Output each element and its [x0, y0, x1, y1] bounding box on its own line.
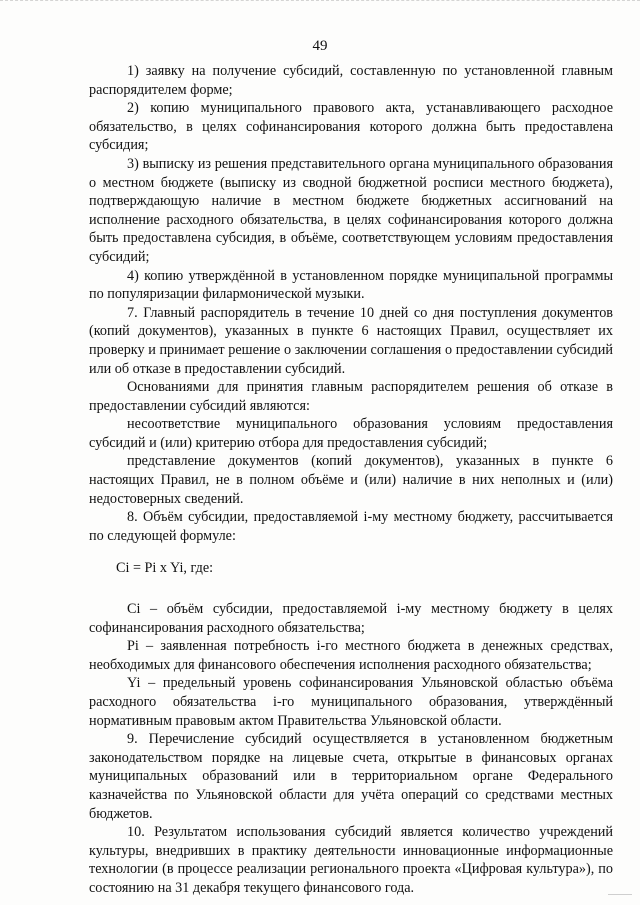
document-body — [89, 62, 613, 898]
paragraph-item-3: 3) выписку из решения представительного органа муниципального образования о местном бюджете (выписку из сводной бюджетной росписи местного бюджета), подтверждающую наличие в местном бюджете бюджетных ассигнований на исполнение расходного обязательства, в целях софинансирования которого должна быть предоставлена субсидия, в объёме, соответствующем условиям предоставления субсидий; — [89, 155, 613, 265]
paragraph-clause-8: 8. Объём субсидии, предоставляемой i-му местному бюджету, рассчитывается по следующей формуле: — [89, 509, 613, 544]
formula: Ci = Pi x Yi, где: — [116, 560, 214, 577]
paragraph-clause-9: 9. Перечисление субсидий осуществляется в установленном бюджетным законодательством порядке на лицевые счета, открытые в финансовых органах муниципальных образований или в территориальном органе Федерального казначейства по Ульяновской области для учёта операций со средствами местных бюджетов. — [89, 731, 613, 822]
scan-edge-mark — [0, 0, 640, 7]
paragraph-item-4: 4) копию утверждённой в установленном порядке муниципальной программы по популяризации филармонической музыки. — [89, 267, 613, 303]
paragraph-item-2: 2) копию муниципального правового акта, устанавливающего расходное обязательство, в целях софинансирования которого должна быть предоставлена субсидия; — [89, 100, 613, 154]
page-number: 49 — [312, 38, 328, 54]
paragraph-refusal-grounds: Основаниями для принятия главным распорядителем решения об отказе в предоставлении субсидий являются: — [89, 379, 613, 414]
paragraph-refusal-ground-2: представление документов (копий документов), указанных в пункте 6 настоящих Правил, не в полном объёме и (или) наличие в них неполных и (или) недостоверных сведений. — [89, 453, 613, 507]
paragraph-clause-10: 10. Результатом использования субсидий является количество учреждений культуры, внедривших в практику деятельности инновационные информационные технологии (в процессе реализации регионального проекта «Цифровая культура»), по состоянию на 31 декабря текущего финансового года. — [89, 824, 613, 896]
definition-yi: Yi – предельный уровень софинансирования Ульяновской областью объёма расходного обязательства i-го муниципального образования, утверждённый нормативным правовым актом Правительства Ульяновской области. — [89, 675, 613, 729]
paragraph-refusal-ground-1: несоответствие муниципального образования условиям предоставления субсидий и (или) критерию отбора для предоставления субсидий; — [89, 416, 613, 451]
paragraph-item-1: 1) заявку на получение субсидий, составленную по установленной главным распорядителем форме; — [89, 63, 613, 98]
paragraph-clause-7: 7. Главный распорядитель в течение 10 дней со дня поступления документов (копий документов), указанных в пункте 6 настоящих Правил, осуществляет их проверку и принимает решение о заключении соглашения о предоставлении субсидий или об отказе в предоставлении субсидий. — [89, 304, 613, 377]
definition-ci: Ci – объём субсидии, предоставляемой i-му местному бюджету в целях софинансирования расходного обязательства; — [89, 601, 613, 636]
definition-pi: Pi – заявленная потребность i-го местного бюджета в денежных средствах, необходимых для финансового обеспечения исполнения расходного обязательства; — [89, 638, 613, 673]
scan-corner-mark — [608, 894, 632, 895]
